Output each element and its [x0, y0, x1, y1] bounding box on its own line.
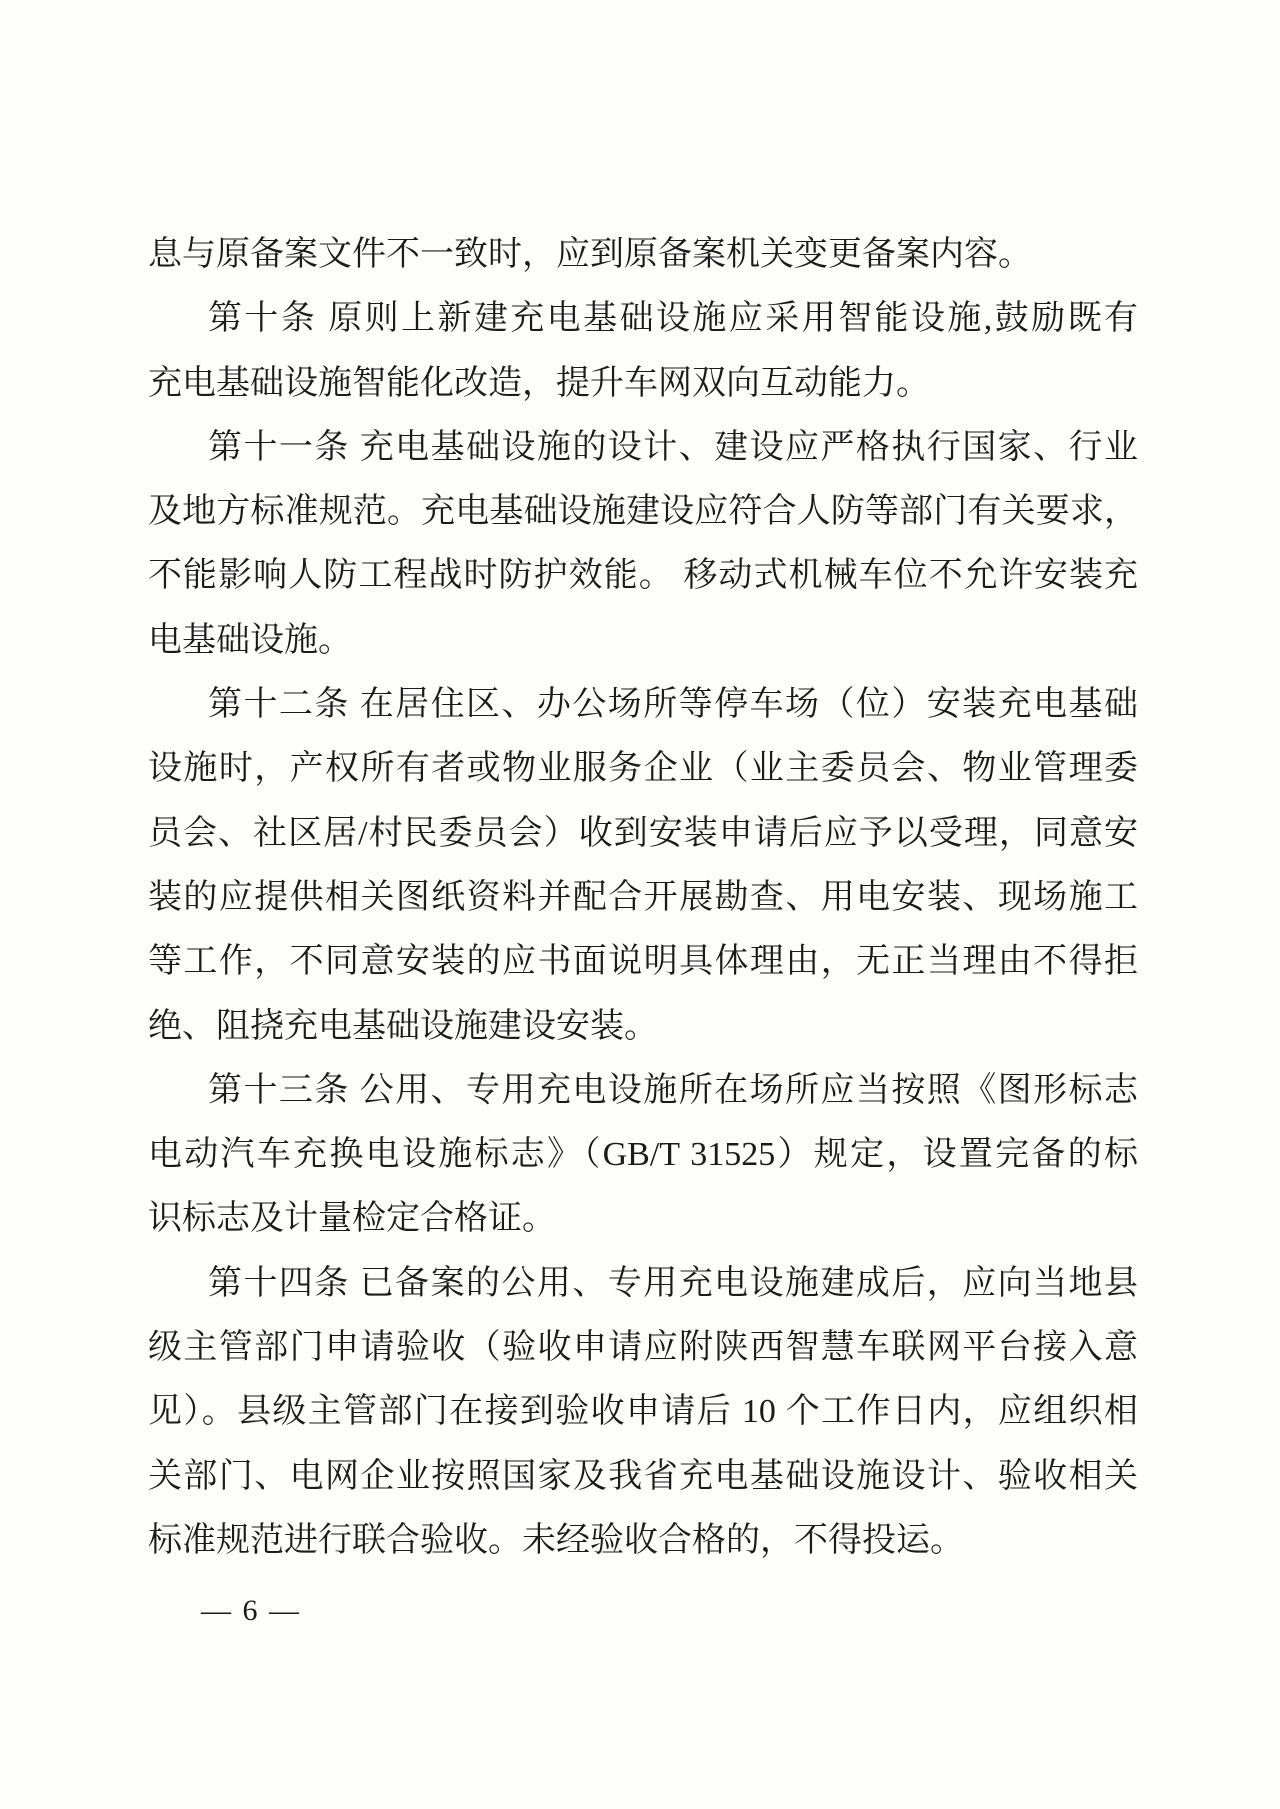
- text-line: 第十二条 在居住区、办公场所等停车场（位）安装充电基础: [208, 686, 1138, 724]
- text-line: 充电基础设施智能化改造，提升车网双向互动能力。: [148, 364, 930, 402]
- text-line: 识标志及计量检定合格证。: [148, 1200, 556, 1238]
- text-line: 装的应提供相关图纸资料并配合开展勘查、用电安装、现场施工: [148, 878, 1138, 916]
- text-line: 第十条 原则上新建充电基础设施应采用智能设施,鼓励既有: [208, 300, 1138, 338]
- text-line: 设施时，产权所有者或物业服务企业（业主委员会、物业管理委: [148, 750, 1138, 788]
- text-line: 级主管部门申请验收（验收申请应附陕西智慧车联网平台接入意: [148, 1329, 1138, 1367]
- text-line: 标准规范进行联合验收。未经验收合格的，不得投运。: [148, 1521, 964, 1559]
- text-line: 及地方标准规范。充电基础设施建设应符合人防等部门有关要求，: [148, 493, 1138, 531]
- text-line: 第十一条 充电基础设施的设计、建设应严格执行国家、行业: [208, 428, 1138, 466]
- text-line: 第十三条 公用、专用充电设施所在场所应当按照《图形标志: [208, 1071, 1138, 1109]
- page-number: — 6 —: [201, 1594, 301, 1627]
- text-line: 息与原备案文件不一致时，应到原备案机关变更备案内容。: [148, 236, 1032, 273]
- text-line: 见）。县级主管部门在接到验收申请后 10 个工作日内，应组织相: [148, 1393, 1138, 1431]
- text-line: 第十四条 已备案的公用、专用充电设施建成后，应向当地县: [208, 1264, 1138, 1302]
- text-line: 关部门、电网企业按照国家及我省充电基础设施设计、验收相关: [148, 1457, 1138, 1495]
- text-line: 等工作，不同意安装的应书面说明具体理由，无正当理由不得拒: [148, 943, 1138, 981]
- text-line: 电基础设施。: [148, 621, 352, 659]
- text-line: 绝、阻挠充电基础设施建设安装。: [148, 1007, 658, 1045]
- text-line: 不能影响人防工程战时防护效能。 移动式机械车位不允许安装充: [148, 557, 1138, 595]
- text-line: 电动汽车充换电设施标志》（GB/T 31525）规定，设置完备的标: [148, 1136, 1138, 1174]
- document-text-block: [148, 223, 1138, 1573]
- text-line: 员会、社区居/村民委员会）收到安装申请后应予以受理，同意安: [148, 814, 1138, 852]
